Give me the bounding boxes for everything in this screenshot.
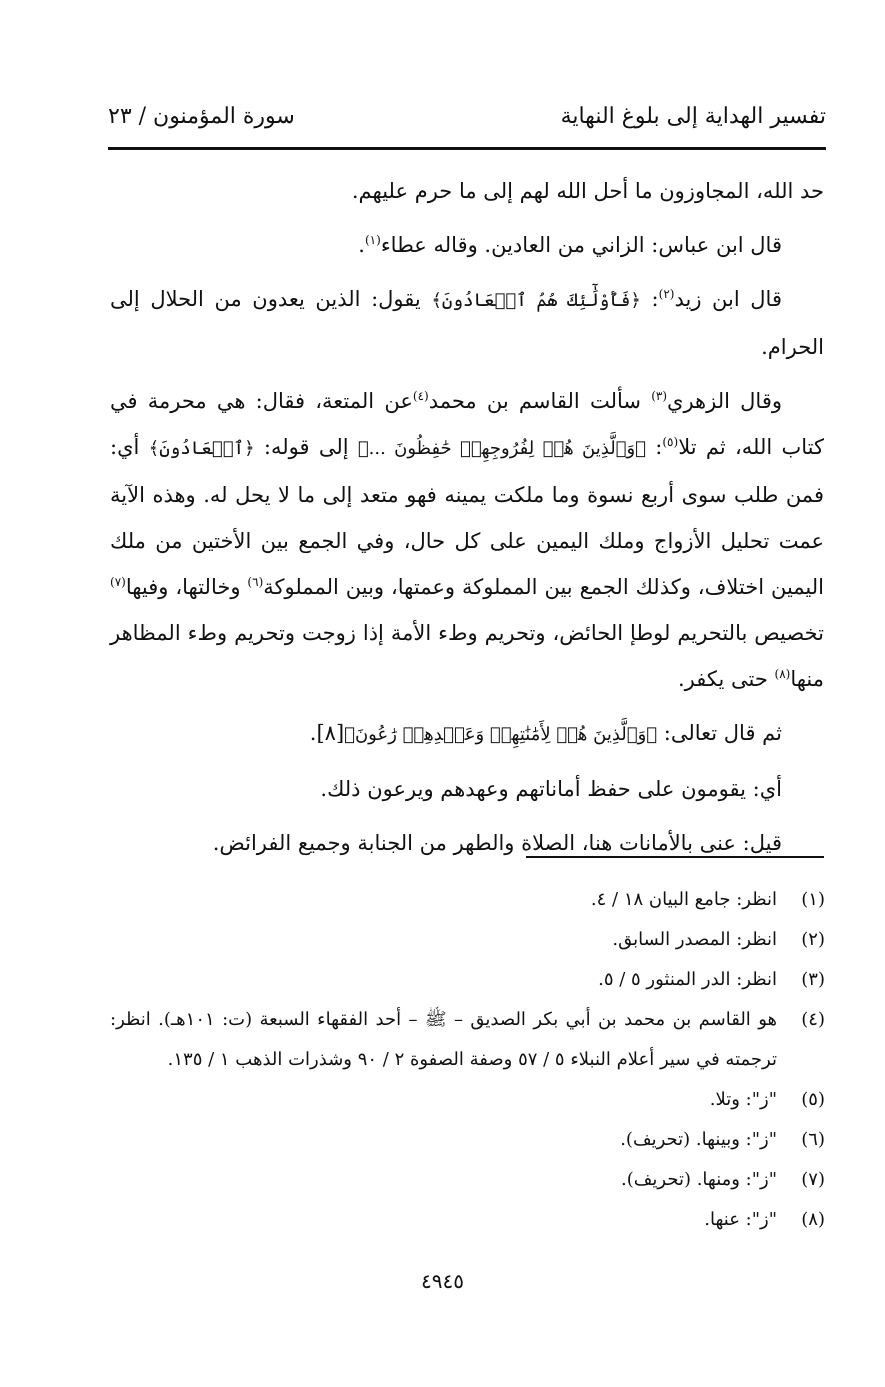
paragraph-4-text-b: سألت القاسم بن محمد bbox=[428, 389, 652, 413]
footnote-separator bbox=[526, 856, 824, 858]
paragraph-4 bbox=[110, 378, 824, 702]
footnote-item bbox=[110, 1120, 825, 1160]
footnote-number: (٣) bbox=[801, 969, 825, 990]
footnote-item bbox=[110, 1000, 825, 1080]
footnote-ref-2[interactable]: (٢) bbox=[658, 287, 675, 301]
footnote-number: (٨) bbox=[801, 1209, 825, 1230]
footnote-ref-8[interactable]: (٨) bbox=[774, 667, 791, 681]
quran-verse-4: ﴿وَٱلَّذِينَ هُمۡ لِأَمَٰنَٰتِهِمۡ وَعَهۡدِهِمۡ رَٰعُونَ﴾ bbox=[344, 724, 658, 745]
paragraph-6 bbox=[110, 766, 824, 812]
quran-verse-1: ﴿فَأُوْلَٰٓئِكَ هُمُ ٱلۡعَادُونَ﴾ bbox=[431, 290, 641, 311]
footnote-text: انظر: جامع البيان ١٨ / ٤. bbox=[590, 889, 777, 910]
paragraph-5-text: ثم قال تعالى: bbox=[657, 721, 782, 745]
paragraph-3 bbox=[110, 276, 824, 370]
footnote-number: (٤) bbox=[801, 1009, 825, 1030]
footnote-text: "ز": ومنها. (تحريف). bbox=[621, 1169, 777, 1190]
footnote-text: "ز": عنها. bbox=[704, 1209, 777, 1230]
header-rule bbox=[108, 147, 826, 150]
paragraph-3-colon: : bbox=[640, 287, 659, 311]
footnote-item bbox=[110, 920, 825, 960]
paragraph-1-text: حد الله، المجاوزون ما أحل الله لهم إلى ما حرم عليهم. bbox=[351, 179, 824, 203]
verse-number: [٨]. bbox=[309, 721, 345, 745]
paragraph-4-text-i: حتى يكفر. bbox=[678, 667, 775, 691]
header-surah-title: سورة المؤمنون / ٢٣ bbox=[108, 104, 295, 129]
footnote-text: انظر: الدر المنثور ٥ / ٥. bbox=[598, 969, 777, 990]
page-number: ٤٩٤٥ bbox=[421, 1269, 464, 1293]
footnote-text: "ز": وبينها. (تحريف). bbox=[620, 1129, 777, 1150]
footnote-number: (٦) bbox=[801, 1129, 825, 1150]
footnote-ref-7[interactable]: (٧) bbox=[110, 575, 126, 589]
footnote-ref-6[interactable]: (٦) bbox=[247, 575, 264, 589]
paragraph-2-end: . bbox=[358, 233, 365, 257]
footnote-ref-4[interactable]: (٤) bbox=[412, 389, 429, 403]
footnote-number: (١) bbox=[801, 889, 825, 910]
paragraph-2 bbox=[110, 222, 824, 268]
paragraph-6-text: أي: يقومون على حفظ أماناتهم وعهدهم ويرعون ذلك. bbox=[320, 777, 782, 801]
footnote-number: (٥) bbox=[801, 1089, 825, 1110]
paragraph-4-text-f: أي: فمن طلب سوى أربع نسوة وما ملكت يمينه فهو متعد إلى ما لا يحل له. وهذه الآية عمت تحليل الأزواج وملك اليمين على كل حال، وفي الجمع بين الأختين من ملك اليمين اختلاف، وكذلك الجمع بين المملوكة وعمتها، وبين المملوكة bbox=[110, 435, 825, 599]
footnote-text: "ز": وتلا. bbox=[709, 1089, 777, 1110]
footnote-item bbox=[110, 1160, 825, 1200]
paragraph-3-text-a: قال ابن زيد bbox=[674, 287, 782, 311]
quran-verse-2: ﴿وَٱلَّذِينَ هُمۡ لِفُرُوجِهِمۡ حَٰفِظُونَ ...﴾ bbox=[357, 438, 646, 459]
paragraph-4-text-a: وقال الزهري bbox=[667, 389, 782, 413]
paragraph-2-text: قال ابن عباس: الزاني من العادين. وقاله عطاء bbox=[380, 233, 782, 257]
paragraph-4-text-h: تخصيص بالتحريم لوطإ الحائض، وتحريم وطء الأمة إذا زوجت وتحريم وطء المظاهر منها bbox=[110, 621, 824, 691]
paragraph-7 bbox=[110, 820, 824, 866]
paragraph-4-colon: : bbox=[645, 435, 663, 459]
paragraph-4-text-g: وخالتها، وفيها bbox=[125, 575, 248, 599]
paragraph-4-text-c: عن المتعة، فقال: هي محرمة في كتاب الله، ثم تلا bbox=[110, 389, 824, 459]
paragraph-3-text-b: يقول: الذين يعدون من الحلال إلى الحرام. bbox=[110, 287, 824, 359]
header-book-title: تفسير الهداية إلى بلوغ النهاية bbox=[560, 104, 826, 129]
footnote-text: انظر: المصدر السابق. bbox=[612, 929, 777, 950]
footnote-ref-1[interactable]: (١) bbox=[364, 233, 381, 247]
footnote-item bbox=[110, 880, 825, 920]
footnote-number: (٢) bbox=[801, 929, 825, 950]
footnote-text: هو القاسم بن محمد بن أبي بكر الصديق – ﷺ – أحد الفقهاء السبعة (ت: ١٠١هـ). انظر: ترجمته في سير أعلام النبلاء ٥ / ٥٧ وصفة الصفوة ٢ / ٩٠ وشذرات الذهب ١ / ١٣٥. bbox=[110, 1009, 777, 1070]
paragraph-1 bbox=[110, 168, 824, 214]
paragraph-4-text-e: إلى قوله: bbox=[254, 435, 358, 459]
footnote-ref-3[interactable]: (٣) bbox=[651, 389, 668, 403]
running-header bbox=[108, 104, 826, 129]
footnote-number: (٧) bbox=[801, 1169, 825, 1190]
footnote-item bbox=[110, 1200, 825, 1240]
paragraph-5 bbox=[110, 710, 824, 758]
footnote-item bbox=[110, 1080, 825, 1120]
footnotes-list bbox=[110, 880, 825, 1240]
footnote-ref-5[interactable]: (٥) bbox=[662, 435, 679, 449]
main-text bbox=[110, 168, 824, 874]
footnote-item bbox=[110, 960, 825, 1000]
quran-verse-3: ﴿ٱلۡعَادُونَ﴾ bbox=[148, 438, 255, 459]
paragraph-7-text: قيل: عنى بالأمانات هنا، الصلاة والطهر من الجنابة وجميع الفرائض. bbox=[212, 831, 782, 855]
